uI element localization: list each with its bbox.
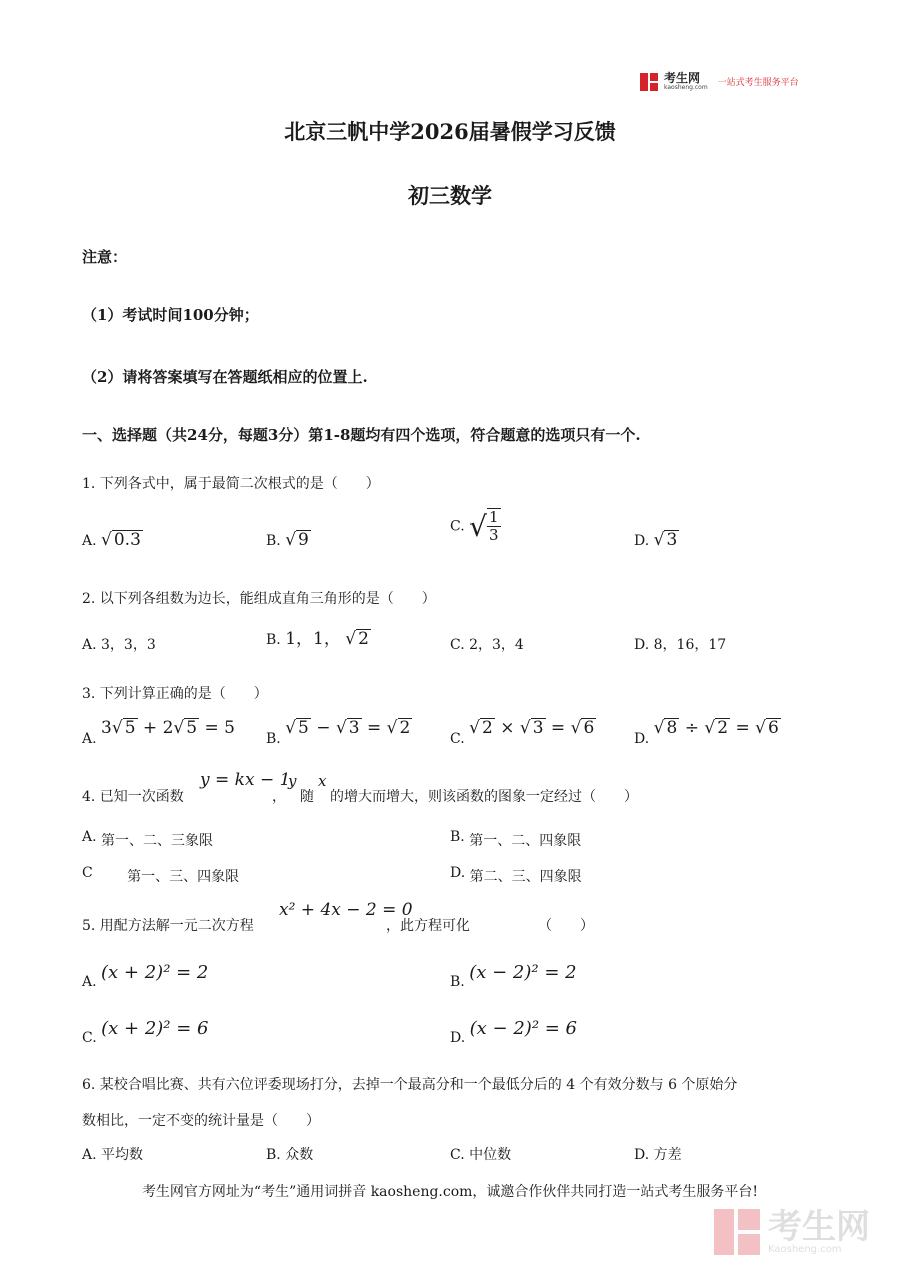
q4-stem-post: 的增大而增大，则该函数的图象一定经过（ ） bbox=[330, 789, 638, 805]
q1-c-numerator: 1 bbox=[488, 508, 499, 526]
q1-d-label: D. bbox=[634, 533, 650, 549]
watermark-logo bbox=[714, 1206, 870, 1255]
q5-a-expr: (x + 2)² = 2 bbox=[101, 962, 209, 983]
q6-option-a: A. 平均数 bbox=[82, 1147, 144, 1163]
q2-option-d: D. 8，16，17 bbox=[634, 637, 727, 653]
watermark-sub: Kaosheng.com bbox=[768, 1243, 842, 1255]
q5-c-expr: (x + 2)² = 6 bbox=[101, 1018, 209, 1039]
logo-slogan: 一站式考生服务平台 bbox=[717, 78, 799, 88]
q2-option-a: A. 3，3，3 bbox=[82, 637, 156, 653]
q5-stem-post: ，此方程可化 bbox=[386, 918, 470, 934]
watermark-brand: 考生网 bbox=[768, 1206, 870, 1247]
q5-equation: x² + 4x − 2 = 0 bbox=[279, 900, 413, 920]
q4-c-text: 第一、三、四象限 bbox=[127, 869, 240, 885]
q4-c-label: C bbox=[82, 865, 93, 881]
q3-c-radicand-1: 2 bbox=[481, 718, 493, 738]
q3-c-operator: × bbox=[494, 718, 520, 738]
q3-a-result: = 5 bbox=[199, 718, 235, 738]
q3-option-a: A. 3√ 5 + 2√ 5 = 5 bbox=[82, 718, 235, 747]
q2-b-values: 1，1， bbox=[285, 629, 341, 649]
q3-b-label: B. bbox=[266, 731, 281, 747]
logo-sub: kaosheng.com bbox=[664, 84, 708, 91]
q2-b-radicand: 2 bbox=[358, 629, 369, 649]
q4-b-label: B. bbox=[450, 829, 465, 845]
q5-option-a bbox=[82, 962, 209, 990]
q4-var-x: x bbox=[318, 772, 327, 790]
page-subtitle: 初三数学 bbox=[408, 183, 492, 208]
q1-c-label: C. bbox=[450, 518, 465, 535]
q6-option-b: B. 众数 bbox=[266, 1147, 314, 1163]
q1-stem: 1. 下列各式中，属于最简二次根式的是（ ） bbox=[82, 476, 380, 492]
q4-var-y: y bbox=[288, 772, 297, 790]
q3-c-radicand-2: 3 bbox=[532, 718, 544, 738]
q1-option-a: A. √ 0.3 bbox=[82, 530, 141, 550]
q3-a-radicand-1: 5 bbox=[124, 718, 136, 738]
notice-heading: 注意： bbox=[82, 248, 128, 266]
q5-stem-pre: 5. 用配方法解一元二次方程 bbox=[82, 918, 254, 934]
q3-b-radicand-2: 3 bbox=[348, 718, 360, 738]
q3-c-label: C. bbox=[450, 731, 465, 747]
q4-option-a bbox=[82, 830, 213, 850]
q4-sui: 随 bbox=[300, 789, 314, 805]
q3-a-label: A. bbox=[82, 731, 97, 747]
q1-d-radicand: 3 bbox=[666, 530, 678, 550]
q4-option-c bbox=[82, 866, 239, 886]
q3-b-equals: = bbox=[361, 718, 387, 738]
q6-option-c: C. 中位数 bbox=[450, 1147, 512, 1163]
q3-c-equals: = bbox=[545, 718, 571, 738]
q3-a-radicand-2: 5 bbox=[186, 718, 198, 738]
q5-a-label: A. bbox=[82, 974, 97, 990]
q4-option-d bbox=[450, 866, 582, 886]
q3-b-radicand-1: 5 bbox=[298, 718, 309, 738]
notice-item-2: （2）请将答案填写在答题纸相应的位置上. bbox=[82, 368, 368, 386]
q1-b-radicand: 9 bbox=[298, 530, 309, 550]
q2-stem: 2. 以下列各组数为边长，能组成直角三角形的是（ ） bbox=[82, 591, 436, 607]
q5-b-label: B. bbox=[450, 974, 465, 990]
q5-option-c bbox=[82, 1018, 209, 1046]
page-title: 北京三帆中学2026届暑假学习反馈 bbox=[284, 119, 616, 144]
logo-brand: 考生网 bbox=[664, 71, 701, 85]
q3-d-equals: = bbox=[730, 718, 756, 738]
section-1-heading: 一、选择题（共24分，每题3分）第1-8题均有四个选项，符合题意的选项只有一个. bbox=[82, 426, 641, 444]
q4-a-text: 第一、二、三象限 bbox=[101, 833, 214, 849]
q3-option-c: C. √ 2 × √ 3 = √ 6 bbox=[450, 718, 595, 747]
q3-d-operator: ÷ bbox=[679, 718, 705, 738]
q3-d-label: D. bbox=[634, 731, 650, 747]
q2-option-b: B. 1，1， √ 2 bbox=[266, 629, 369, 649]
header-logo bbox=[640, 72, 799, 91]
q3-c-radicand-3: 6 bbox=[583, 718, 595, 738]
q3-option-b: B. √ 5 − √ 3 = √ 2 bbox=[266, 718, 411, 747]
logo-icon bbox=[640, 73, 658, 91]
q4-option-b bbox=[450, 830, 581, 850]
q2-option-c: C. 2，3，4 bbox=[450, 637, 524, 653]
q3-stem: 3. 下列计算正确的是（ ） bbox=[82, 686, 268, 702]
q1-option-b: B. √ 9 bbox=[266, 530, 309, 550]
q5-d-expr: (x − 2)² = 6 bbox=[469, 1018, 578, 1039]
q4-formula: y = kx − 1 bbox=[200, 770, 291, 790]
q4-b-text: 第一、二、四象限 bbox=[469, 833, 582, 849]
q6-option-d: D. 方差 bbox=[634, 1147, 682, 1163]
q5-option-d bbox=[450, 1018, 578, 1046]
q5-b-expr: (x − 2)² = 2 bbox=[469, 962, 577, 983]
q4-comma: ， bbox=[272, 789, 286, 805]
q3-a-coef-2: + 2 bbox=[137, 718, 174, 738]
q5-c-label: C. bbox=[82, 1030, 97, 1046]
q3-d-radicand-3: 6 bbox=[767, 718, 779, 738]
q4-d-label: D. bbox=[450, 865, 466, 881]
q1-c-denominator: 3 bbox=[488, 526, 499, 545]
watermark-icon bbox=[714, 1209, 760, 1255]
q6-stem-line-2: 数相比，一定不变的统计量是（ ） bbox=[82, 1113, 320, 1129]
q3-b-radicand-3: 2 bbox=[399, 718, 411, 738]
q5-paren: （ ） bbox=[538, 918, 594, 934]
q1-a-radicand: 0.3 bbox=[113, 530, 141, 550]
q1-b-label: B. bbox=[266, 533, 281, 549]
q5-option-b bbox=[450, 962, 577, 990]
q4-d-text: 第二、三、四象限 bbox=[469, 869, 582, 885]
q3-option-d: D. √ 8 ÷ √ 2 = √ 6 bbox=[634, 718, 779, 747]
q5-d-label: D. bbox=[450, 1030, 466, 1046]
q4-a-label: A. bbox=[82, 829, 97, 845]
footer-text: 考生网官方网址为“考生”通用词拼音 kaosheng.com，诚邀合作伙伴共同打造一站式考生服务平台! bbox=[141, 1184, 759, 1200]
q3-a-coef-1: 3 bbox=[101, 718, 112, 738]
notice-item-1: （1）考试时间100分钟； bbox=[82, 306, 259, 324]
q2-b-label: B. bbox=[266, 632, 281, 648]
q4-stem-pre: 4. 已知一次函数 bbox=[82, 789, 184, 805]
q1-option-d: D. √ 3 bbox=[634, 530, 678, 550]
q1-option-c: C. √ $\frac{1}{3}$ bbox=[450, 508, 499, 545]
q6-stem-line-1: 6. 某校合唱比赛、共有六位评委现场打分，去掉一个最高分和一个最低分后的 4 个有效分数与 6 个原始分 bbox=[82, 1077, 738, 1093]
q3-d-radicand-2: 2 bbox=[717, 718, 729, 738]
q1-a-label: A. bbox=[82, 533, 97, 549]
q3-b-operator: − bbox=[310, 718, 336, 738]
q3-d-radicand-1: 8 bbox=[666, 718, 678, 738]
